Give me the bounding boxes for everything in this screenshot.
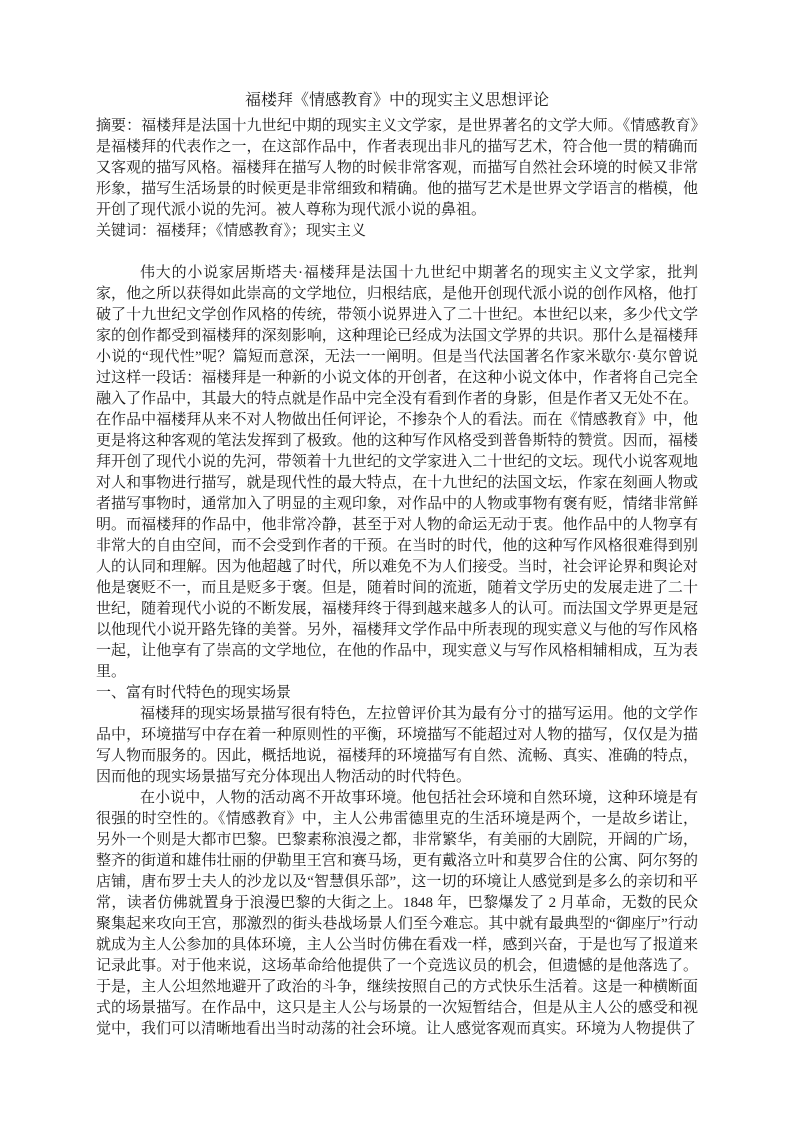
document-body bbox=[96, 263, 698, 1040]
abstract-paragraph: 摘要：福楼拜是法国十九世纪中期的现实主义文学家，是世界著名的文学大师。《情感教育》是福楼拜的代表作之一，在这部作品中，作者表现出非凡的描写艺术，符合他一贯的精确而又客观的描写风格。福楼拜在描写人物的时候非常客观，而描写自然社会环境的时候又非常形象，描写生活场景的时候更是非常细致和精确。他的描写艺术是世界文学语言的楷模，他开创了现代派小说的先河。被人尊称为现代派小说的鼻祖。 bbox=[96, 118, 698, 218]
section-heading: 一、富有时代特色的现实场景 bbox=[96, 685, 292, 701]
keywords-line: 关键词：福楼拜；《情感教育》；现实主义 bbox=[96, 223, 367, 239]
body-paragraph: 福楼拜的现实场景描写很有特色，左拉曾评价其为最有分寸的描写运用。他的文学作品中，环境描写中存在着一种原则性的平衡，环境描写不能超过对人物的描写，仅仅是为描写人物而服务的。因此，概括地说，福楼拜的环境描写有自然、流畅、真实、准确的特点，因而他的现实场景描写充分体现出人物活动的时代特色。 bbox=[96, 706, 698, 785]
document-content bbox=[96, 90, 698, 1040]
body-paragraph: 在小说中，人物的活动离不开故事环境。他包括社会环境和自然环境，这种环境是有很强的时空性的。《情感教育》中，主人公弗雷德里克的生活环境是两个，一是故乡诺让，另外一个则是大都市巴黎。巴黎素称浪漫之都，非常繁华，有美丽的大剧院，开阔的广场，整齐的街道和雄伟壮丽的伊勒里王宫和赛马场，更有戴洛立叶和莫罗合住的公寓、阿尔努的店铺，唐布罗士夫人的沙龙以及“智慧俱乐部”，这一切的环境让人感觉到是多么的亲切和平常，读者仿佛就置身于浪漫巴黎的大街之上。1848 年，巴黎爆发了 2 月革命，无数的民众聚集起来攻向王宫，那激烈的街头巷战场景人们至今难忘。其中就有最典型的“御座厅”行动就成为主人公参加的具体环境，主人公当时仿佛在看戏一样，感到兴奋，于是也写了报道来记录此事。对于他来说，这场革命给他提供了一个竞选议员的机会，但遗憾的是他落选了。于是，主人公坦然地避开了政治的斗争，继续按照自己的方式快乐生活着。这是一种横断面式的场景描写。在作品中，这只是主人公与场景的一次短暂结合，但是从主人公的感受和视觉中，我们可以清晰地看出当时动荡的社会环境。让人感觉客观而真实。环境为人物提供了 bbox=[96, 790, 698, 1037]
paper-title: 福楼拜《情感教育》中的现实主义思想评论 bbox=[244, 92, 549, 109]
body-paragraph: 伟大的小说家居斯塔夫·福楼拜是法国十九世纪中期著名的现实主义文学家，批判家，他之所以获得如此崇高的文学地位，归根结底，是他开创现代派小说的创作风格，他打破了十九世纪文学创作风格的传统，带领小说界进入了二十世纪。本世纪以来，多少代文学家的创作都受到福楼拜的深刻影响，这种理论已经成为法国文学界的共识。那什么是福楼拜小说的“现代性”呢？篇短而意深，无法一一阐明。但是当代法国著名作家米歇尔·莫尔曾说过这样一段话：福楼拜是一种新的小说文体的开创者，在这种小说文体中，作者将自己完全融入了作品中，其最大的特点就是作品中完全没有看到作者的身影，但是作者又无处不在。在作品中福楼拜从来不对人物做出任何评论，不掺杂个人的看法。而在《情感教育》中，他更是将这种客观的笔法发挥到了极致。他的这种写作风格受到普鲁斯特的赞赏。因而，福楼拜开创了现代小说的先河，带领着十九世纪的文学家进入二十世纪的文坛。现代小说客观地对人和事物进行描写，就是现代性的最大特点，在十九世纪的法国文坛，作家在刻画人物或者描写事物时，通常加入了明显的主观印象，对作品中的人物或事物有褒有贬，情绪非常鲜明。而福楼拜的作品中，他非常冷静，甚至于对人物的命运无动于衷。他作品中的人物享有非常大的自由空间，而不会受到作者的干预。在当时的时代，他的这种写作风格很难得到别人的认同和理解。因为他超越了时代，所以难免不为人们接受。当时，社会评论界和舆论对他是褒贬不一，而且是贬多于褒。但是，随着时间的流逝，随着文学历史的发展走进了二十世纪，随着现代小说的不断发展，福楼拜终于得到越来越多人的认可。而法国文学界更是冠以他现代小说开路先锋的美誉。另外，福楼拜文学作品中所表现的现实意义与他的写作风格一起，让他享有了崇高的文学地位，在他的作品中，现实意义与写作风格相辅相成，互为表里。 bbox=[96, 265, 698, 680]
